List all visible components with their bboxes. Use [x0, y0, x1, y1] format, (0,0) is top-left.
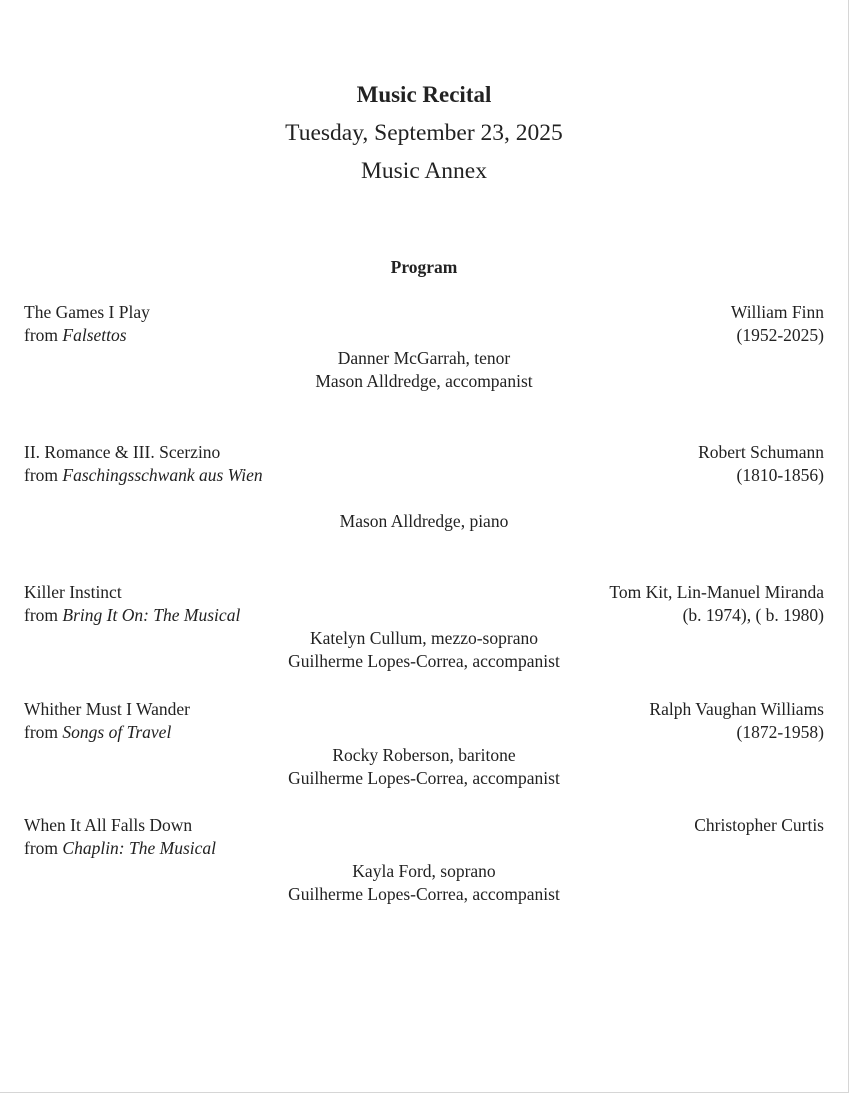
from-prefix: from [24, 605, 63, 625]
recital-venue: Music Annex [361, 158, 487, 184]
program-item [24, 814, 824, 906]
performers [0, 627, 848, 673]
piece-title: Killer Instinct [24, 582, 122, 602]
from-prefix: from [24, 325, 63, 345]
source-title: Falsettos [62, 325, 127, 345]
performer: Rocky Roberson, baritone [332, 745, 516, 765]
program-heading: Program [390, 257, 458, 277]
program-item [24, 441, 824, 533]
performer: Guilherme Lopes-Correa, accompanist [288, 884, 560, 904]
piece-source [24, 837, 216, 860]
performer: Guilherme Lopes-Correa, accompanist [288, 768, 560, 788]
from-prefix: from [24, 722, 63, 742]
piece-title: II. Romance & III. Scerzino [24, 442, 221, 462]
source-title: Chaplin: The Musical [62, 838, 217, 858]
piece-title: The Games I Play [24, 302, 150, 322]
recital-date: Tuesday, September 23, 2025 [285, 120, 563, 146]
composer-name: Christopher Curtis [694, 815, 824, 835]
performer: Mason Alldredge, accompanist [315, 371, 533, 391]
program-item [24, 301, 824, 393]
recital-title: Music Recital [356, 82, 492, 107]
composer-dates: (1872-1958) [736, 722, 824, 742]
piece-source [24, 604, 240, 627]
composer-dates: (1952-2025) [736, 325, 824, 345]
performer: Katelyn Cullum, mezzo-soprano [310, 628, 538, 648]
source-title: Faschingsschwank aus Wien [62, 465, 263, 485]
performers [0, 744, 848, 790]
piece-title: When It All Falls Down [24, 815, 193, 835]
composer-name: Robert Schumann [698, 442, 824, 462]
source-title: Songs of Travel [62, 722, 172, 742]
from-prefix: from [24, 838, 63, 858]
performer: Guilherme Lopes-Correa, accompanist [288, 651, 560, 671]
piece-source [24, 464, 263, 487]
composer-dates: (1810-1856) [736, 465, 824, 485]
performers [0, 347, 848, 393]
performer: Danner McGarrah, tenor [337, 348, 511, 368]
program-item [24, 581, 824, 673]
composer-dates: (b. 1974), ( b. 1980) [682, 605, 824, 625]
performer: Kayla Ford, soprano [352, 861, 496, 881]
from-prefix: from [24, 465, 63, 485]
performer: Mason Alldredge, piano [339, 511, 509, 531]
composer-name: Tom Kit, Lin-Manuel Miranda [609, 582, 824, 602]
performers [0, 510, 848, 533]
piece-title: Whither Must I Wander [24, 699, 190, 719]
program-item [24, 698, 824, 790]
performers [0, 860, 848, 906]
composer-name: William Finn [730, 302, 824, 322]
composer-name: Ralph Vaughan Williams [649, 699, 824, 719]
piece-source [24, 721, 171, 744]
piece-source [24, 324, 127, 347]
source-title: Bring It On: The Musical [62, 605, 241, 625]
